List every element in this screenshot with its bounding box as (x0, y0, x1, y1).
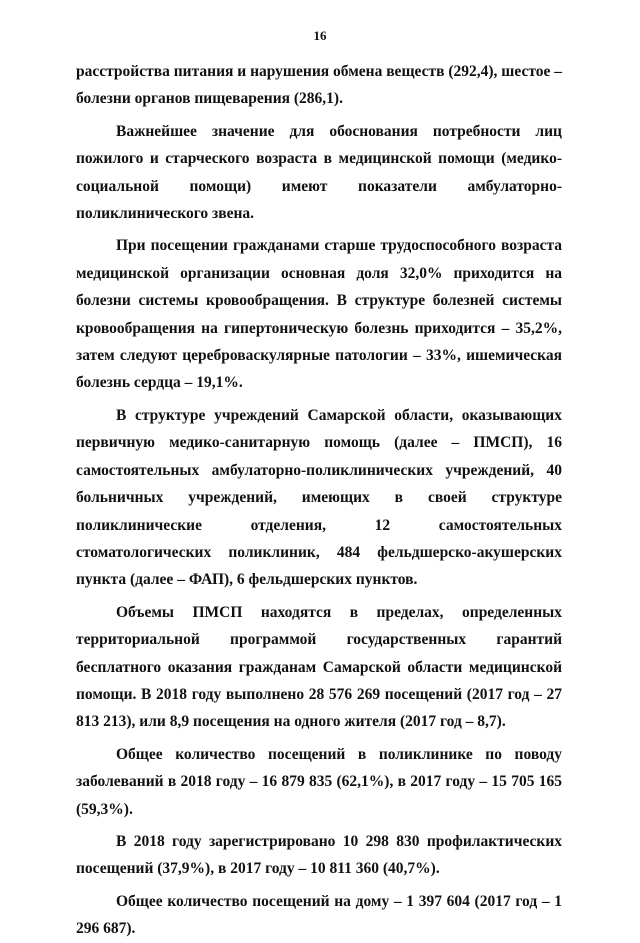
paragraph-home-visits: Общее количество посещений на дому – 1 397 604 (2017 год – 1 296 687). (76, 892, 562, 938)
document-body (76, 58, 562, 943)
paragraph-continuation: расстройства питания и нарушения обмена веществ (292,4), шестое – болезни органов пищеварения (286,1). (76, 63, 562, 108)
paragraph-preventive-visits: В 2018 году зарегистрировано 10 298 830 профилактических посещений (37,9%), в 2017 году – 10 811 360 (40,7%). (76, 832, 562, 878)
paragraph-outpatient-importance: Важнейшее значение для обоснования потребности лиц пожилого и старческого возраста в медицинской помощи (медико-социальной помощи) имеют показатели амбулаторно-поликлинического звена. (76, 122, 562, 223)
paragraph-disease-visits: Общее количество посещений в поликлинике по поводу заболеваний в 2018 году – 16 879 835 (62,1%), в 2017 году – 15 705 165 (59,3%). (76, 745, 562, 818)
page-number: 16 (313, 28, 327, 43)
paragraph-institution-structure: В структуре учреждений Самарской области, оказывающих первичную медико-санитарную помощь (далее – ПМСП), 16 самостоятельных амбулаторно-поликлинических учреждений, 40 больничных учреждений, имеющих в своей структуре поликлинические отделения, 12 самостоятельных стоматологических поликлиник, 484 фельдшерско-акушерских пункта (далее – ФАП), 6 фельдшерских пунктов. (76, 406, 562, 589)
paragraph-circulatory-diseases: При посещении гражданами старше трудоспособного возраста медицинской организации основная доля 32,0% приходится на болезни системы кровообращения. В структуре болезней системы кровообращения на гипертоническую болезнь приходится – 35,2%, затем следуют цереброваскулярные патологии – 33%, ишемическая болезнь сердца – 19,1%. (76, 237, 562, 392)
paragraph-pmsp-volumes: Объемы ПМСП находятся в пределах, определенных территориальной программой государственных гарантий бесплатного оказания гражданам Самарской области медицинской помощи. В 2018 году выполнено 28 576 269 посещений (2017 год – 27 813 213), или 8,9 посещения на одного жителя (2017 год – 8,7). (76, 603, 562, 731)
